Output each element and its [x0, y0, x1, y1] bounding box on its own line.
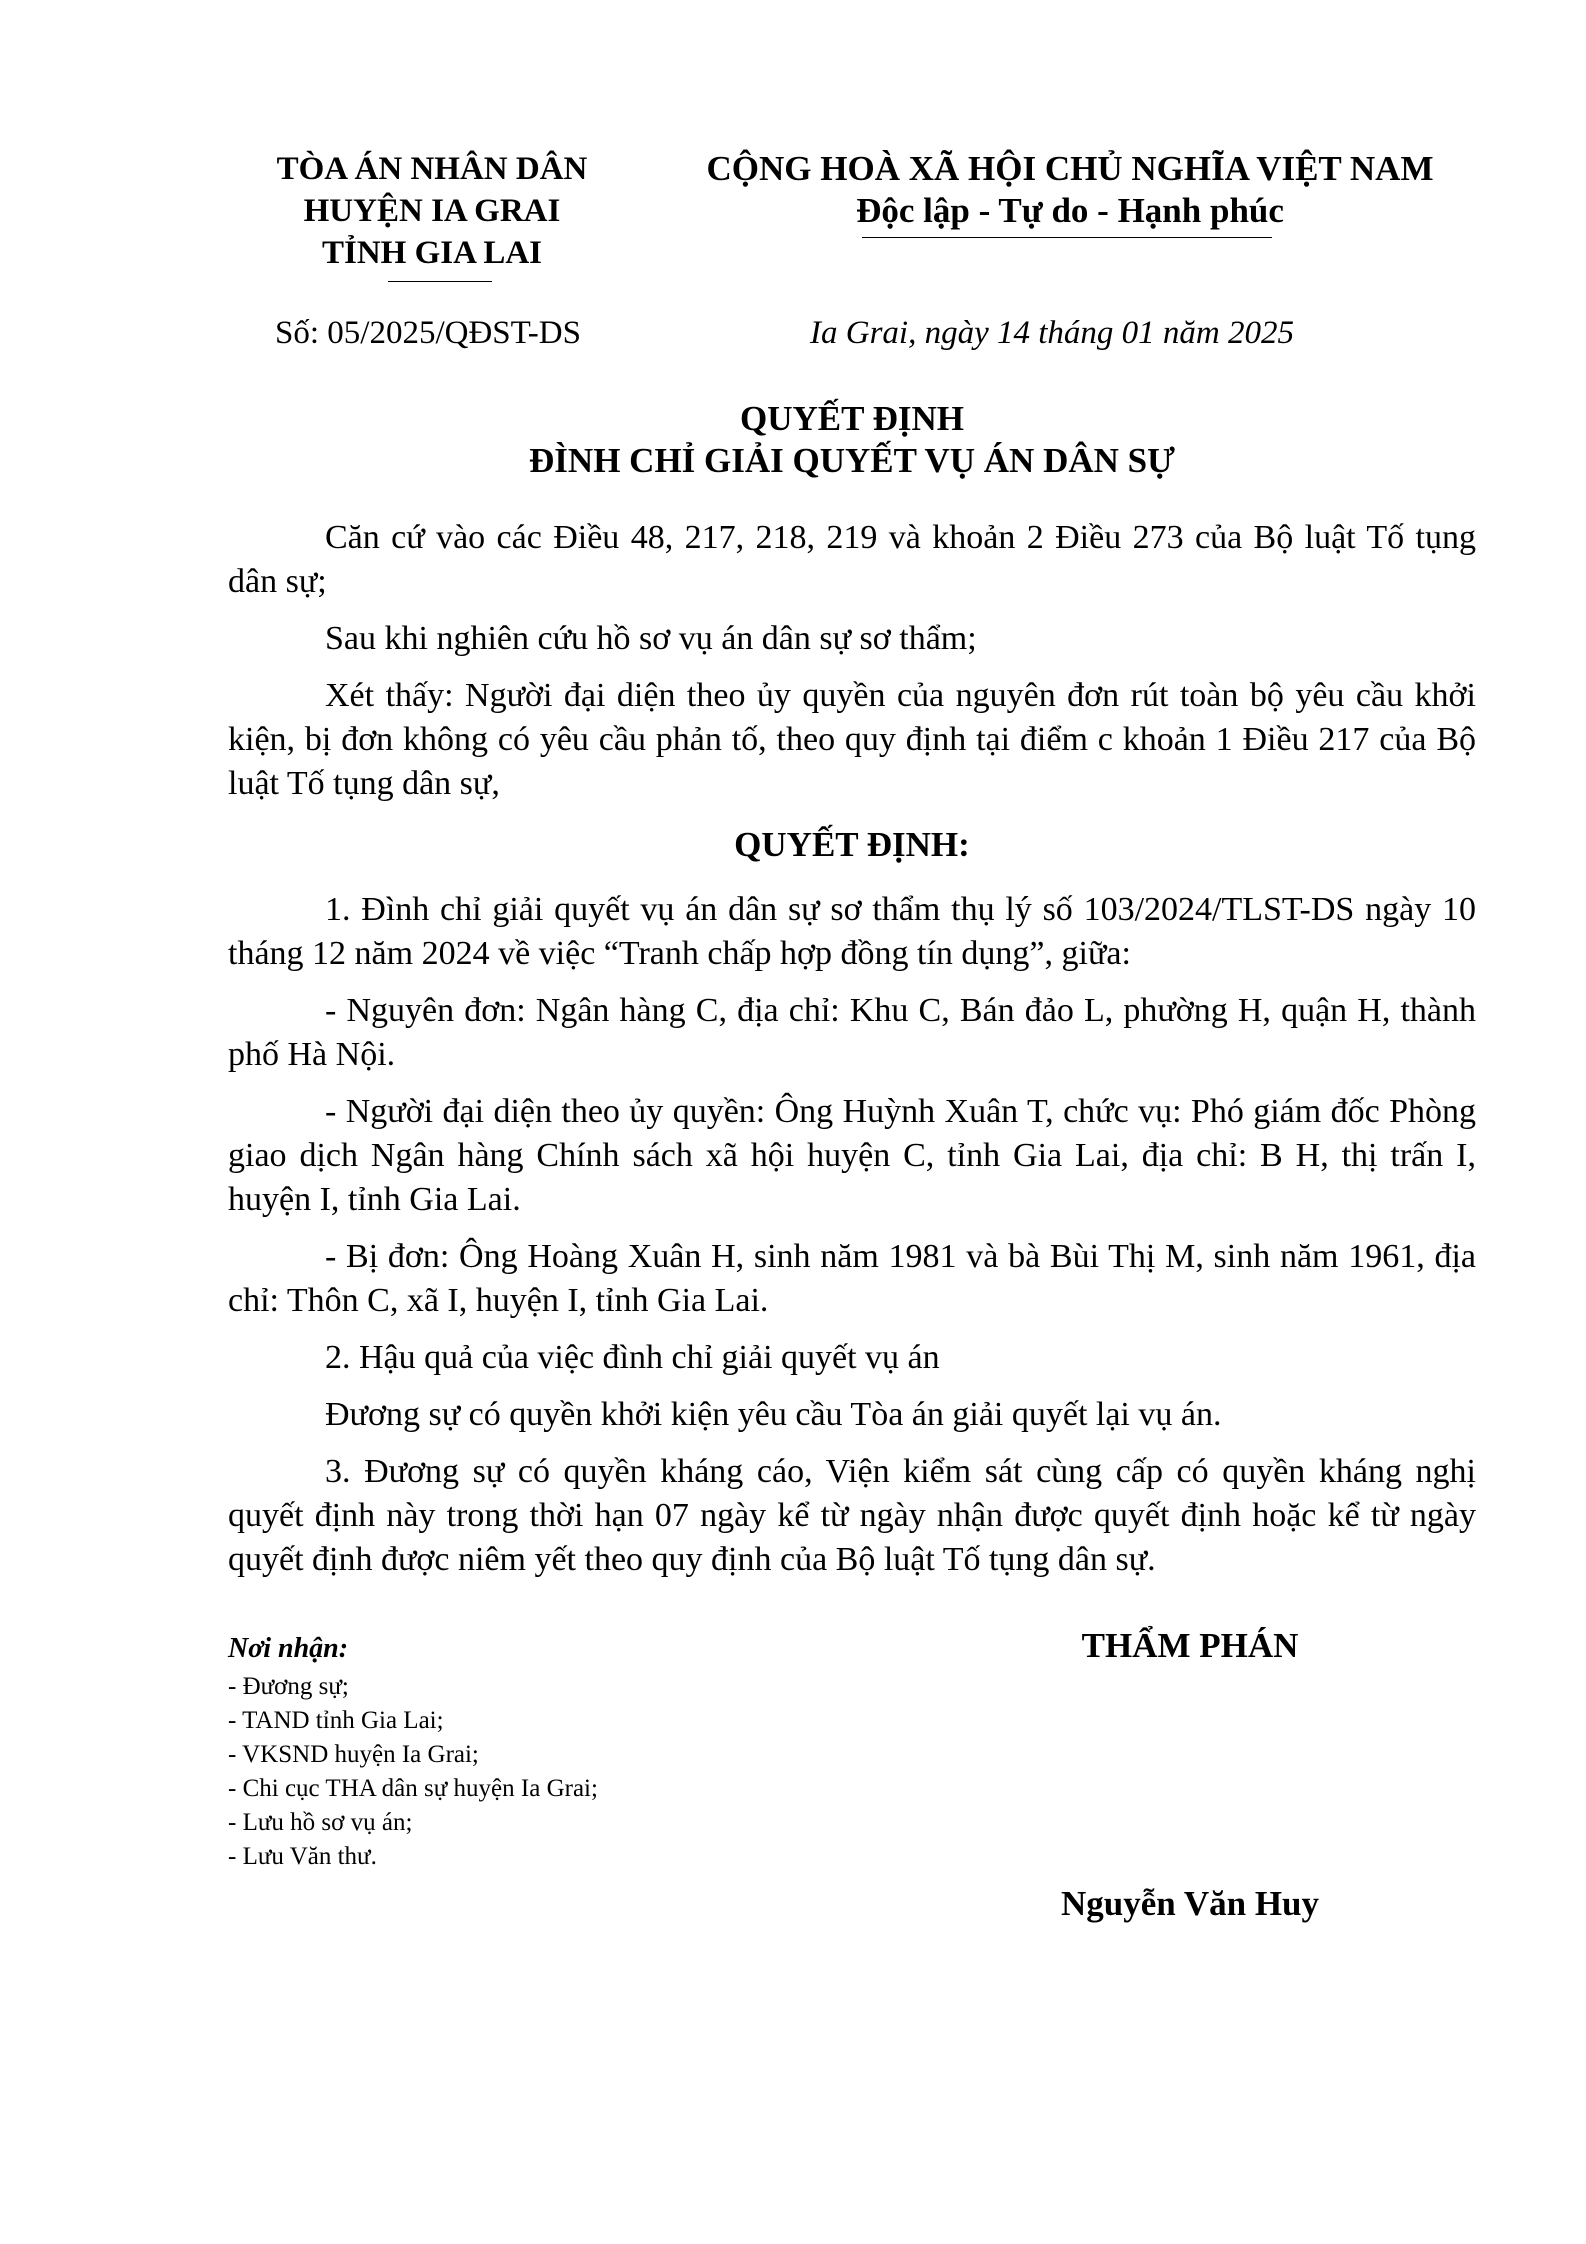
- review-paragraph: Sau khi nghiên cứu hồ sơ vụ án dân sự sơ thẩm;: [325, 620, 977, 657]
- document-body: [228, 516, 1476, 1595]
- court-header: [232, 148, 632, 274]
- document-number: Số: 05/2025/QĐST-DS: [275, 315, 581, 351]
- document-title-line-1: QUYẾT ĐỊNH: [740, 399, 964, 438]
- decision-item-1: 1. Đình chỉ giải quyết vụ án dân sự sơ thẩm thụ lý số 103/2024/TLST-DS ngày 10 tháng 12 năm 2024 về việc “Tranh chấp hợp đồng tín dụng”, giữa:: [228, 891, 1476, 972]
- recipient-item: - Lưu Văn thư.: [228, 1843, 377, 1870]
- decision-item-3: 3. Đương sự có quyền kháng cáo, Viện kiểm sát cùng cấp có quyền kháng nghị quyết định này trong thời hạn 07 ngày kể từ ngày nhận được quyết định hoặc kể từ ngày quyết định được niêm yết theo quy định của Bộ luật Tố tụng dân sự.: [228, 1453, 1476, 1578]
- representative-paragraph: - Người đại diện theo ủy quyền: Ông Huỳnh Xuân T, chức vụ: Phó giám đốc Phòng giao dịch Ngân hàng Chính sách xã hội huyện C, tỉnh Gia Lai, địa chỉ: B H, thị trấn I, huyện I, tỉnh Gia Lai.: [228, 1093, 1476, 1218]
- recipient-item: - Chi cục THA dân sự huyện Ia Grai;: [228, 1775, 598, 1802]
- recipients-block: [228, 1632, 788, 1874]
- document-title: [228, 398, 1476, 482]
- court-name-line: TÒA ÁN NHÂN DÂN: [276, 151, 588, 187]
- recipient-item: - Lưu hồ sơ vụ án;: [228, 1809, 413, 1836]
- decision-item-2: 2. Hậu quả của việc đình chỉ giải quyết vụ án: [325, 1339, 940, 1376]
- recipients-title: Nơi nhận:: [228, 1633, 349, 1664]
- national-motto-underline: [862, 237, 1272, 238]
- plaintiff-paragraph: - Nguyên đơn: Ngân hàng C, địa chỉ: Khu C, Bán đảo L, phường H, quận H, thành phố Hà Nội.: [228, 992, 1476, 1073]
- consideration-paragraph: Xét thấy: Người đại diện theo ủy quyền của nguyên đơn rút toàn bộ yêu cầu khởi kiện, bị đơn không có yêu cầu phản tố, theo quy định tại điểm c khoản 1 Điều 217 của Bộ luật Tố tụng dân sự,: [228, 677, 1476, 802]
- recipient-item: - VKSND huyện Ia Grai;: [228, 1741, 479, 1768]
- recipient-item: - Đương sự;: [228, 1673, 349, 1700]
- judge-title: THẨM PHÁN: [1081, 1626, 1299, 1665]
- court-district-line: HUYỆN IA GRAI: [303, 193, 561, 229]
- national-name: CỘNG HOÀ XÃ HỘI CHỦ NGHĨA VIỆT NAM: [706, 149, 1434, 188]
- recipient-item: - TAND tỉnh Gia Lai;: [228, 1707, 444, 1734]
- court-header-underline: [388, 281, 492, 282]
- judge-name: Nguyễn Văn Huy: [1060, 1884, 1320, 1923]
- consequence-paragraph: Đương sự có quyền khởi kiện yêu cầu Tòa án giải quyết lại vụ án.: [325, 1396, 1222, 1433]
- national-motto: Độc lập - Tự do - Hạnh phúc: [856, 191, 1284, 230]
- national-header: [690, 148, 1450, 232]
- document-title-line-2: ĐÌNH CHỈ GIẢI QUYẾT VỤ ÁN DÂN SỰ: [529, 441, 1175, 480]
- defendant-paragraph: - Bị đơn: Ông Hoàng Xuân H, sinh năm 1981 và bà Bùi Thị M, sinh năm 1961, địa chỉ: Thôn C, xã I, huyện I, tỉnh Gia Lai.: [228, 1238, 1476, 1319]
- decision-heading: QUYẾT ĐỊNH:: [734, 825, 970, 864]
- court-province-line: TỈNH GIA LAI: [321, 235, 543, 271]
- legal-basis-paragraph: Căn cứ vào các Điều 48, 217, 218, 219 và khoản 2 Điều 273 của Bộ luật Tố tụng dân sự;: [228, 519, 1476, 600]
- place-and-date: Ia Grai, ngày 14 tháng 01 năm 2025: [810, 315, 1294, 351]
